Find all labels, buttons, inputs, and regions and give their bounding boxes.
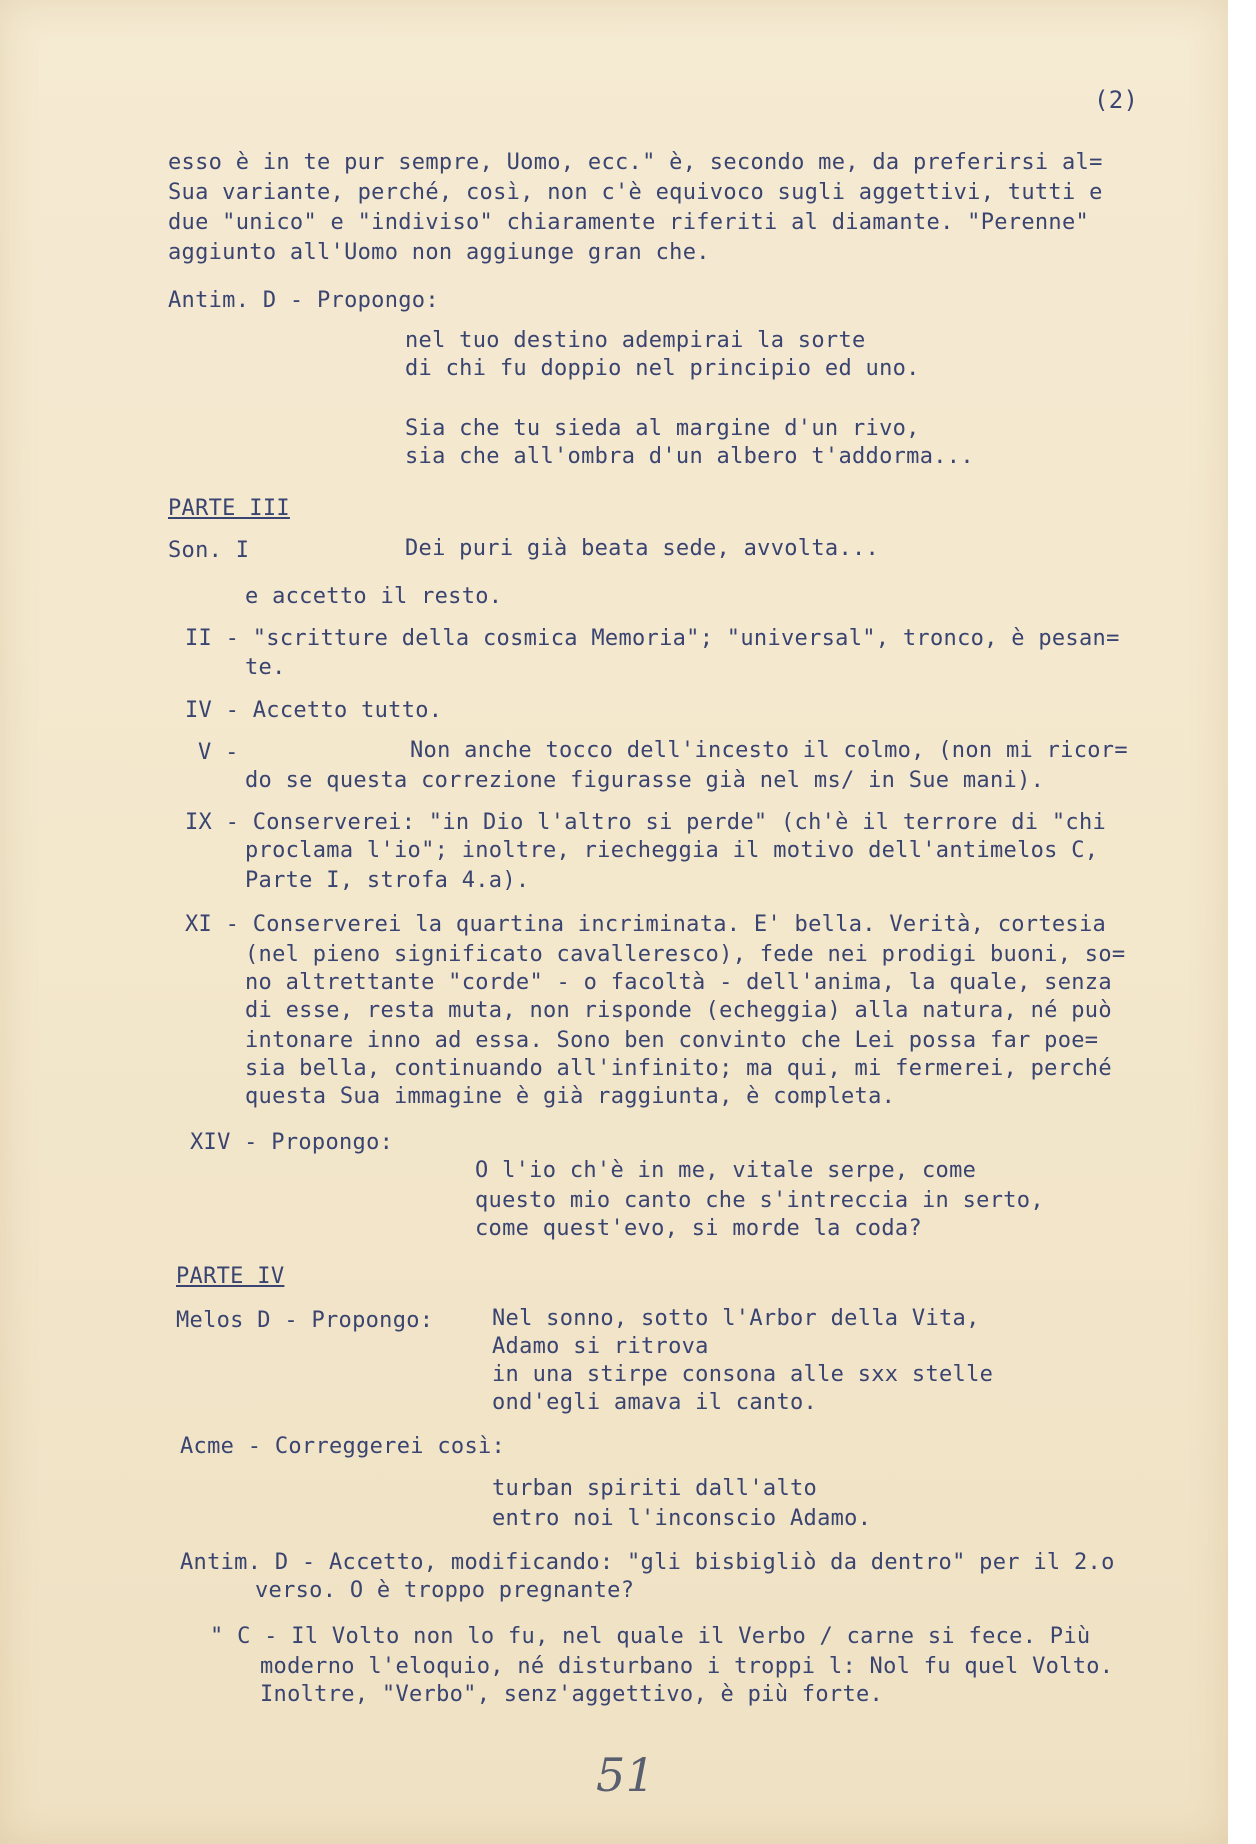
handwritten-number: 51 <box>596 1748 656 1802</box>
text-line: no altrettante "corde" - o facoltà - dell'anima, la quale, senza <box>245 970 1112 995</box>
text-line: moderno l'eloquio, né disturbano i troppi l: Nol fu quel Volto. <box>260 1654 1114 1679</box>
text-line: V - <box>198 740 239 765</box>
verse-line: O l'io ch'è in me, vitale serpe, come <box>475 1158 977 1183</box>
verse-line: ond'egli amava il canto. <box>492 1390 818 1415</box>
text-line: Non anche tocco dell'incesto il colmo, (non mi ricor= <box>410 738 1128 763</box>
section-heading: PARTE III <box>168 496 290 521</box>
verse-line: Nel sonno, sotto l'Arbor della Vita, <box>492 1306 980 1331</box>
text-line: II - "scritture della cosmica Memoria"; "universal", tronco, è pesan= <box>185 626 1120 651</box>
text-line: (nel pieno significato cavalleresco), fede nei prodigi buoni, so= <box>245 942 1126 967</box>
text-line: due "unico" e "indiviso" chiaramente riferiti al diamante. "Perenne" <box>168 210 1090 235</box>
text-line: Melos D - Propongo: <box>176 1308 434 1333</box>
page-number: (2) <box>1094 86 1139 114</box>
text-line: di esse, resta muta, non risponde (echeggia) alla natura, né può <box>245 998 1112 1023</box>
text-line: proclama l'io"; inoltre, riecheggia il motivo dell'antimelos C, <box>245 838 1099 863</box>
text-line: Sua variante, perché, così, non c'è equivoco sugli aggettivi, tutti e <box>168 180 1103 205</box>
text-line: verso. O è troppo pregnante? <box>255 1578 635 1603</box>
text-line: Son. I <box>168 538 250 563</box>
text-line: Inoltre, "Verbo", senz'aggettivo, è più forte. <box>260 1682 884 1707</box>
verse-line: di chi fu doppio nel principio ed uno. <box>405 356 920 381</box>
text-line: intonare inno ad essa. Sono ben convinto che Lei possa far poe= <box>245 1028 1099 1053</box>
verse-line: turban spiriti dall'alto <box>492 1476 818 1501</box>
verse-line: questo mio canto che s'intreccia in serto, <box>475 1188 1044 1213</box>
text-line: XIV - Propongo: <box>190 1130 394 1155</box>
text-line: esso è in te pur sempre, Uomo, ecc." è, secondo me, da preferirsi al= <box>168 150 1103 175</box>
verse-line: sia che all'ombra d'un albero t'addorma... <box>405 444 974 469</box>
text-line: Antim. D - Propongo: <box>168 288 439 313</box>
text-line: questa Sua immagine è già raggiunta, è completa. <box>245 1084 896 1109</box>
verse-line: Adamo si ritrova <box>492 1334 709 1359</box>
text-line: sia bella, continuando all'infinito; ma qui, mi fermerei, perché <box>245 1056 1112 1081</box>
text-line: IX - Conserverei: "in Dio l'altro si perde" (ch'è il terrore di "chi <box>185 810 1107 835</box>
text-line: IV - Accetto tutto. <box>185 698 443 723</box>
text-line: Parte I, strofa 4.a). <box>245 868 530 893</box>
verse-line: come quest'evo, si morde la coda? <box>475 1216 922 1241</box>
text-line: Acme - Correggerei così: <box>180 1434 506 1459</box>
section-heading: PARTE IV <box>176 1264 285 1289</box>
verse-line: Sia che tu sieda al margine d'un rivo, <box>405 416 920 441</box>
verse-line: Dei puri già beata sede, avvolta... <box>405 536 880 561</box>
text-line: " C - Il Volto non lo fu, nel quale il Verbo / carne si fece. Più <box>210 1624 1091 1649</box>
text-line: Antim. D - Accetto, modificando: "gli bisbigliò da dentro" per il 2.o <box>180 1550 1115 1575</box>
text-line: e accetto il resto. <box>245 584 503 609</box>
verse-line: nel tuo destino adempirai la sorte <box>405 328 866 353</box>
text-line: te. <box>245 655 286 680</box>
text-line: XI - Conserverei la quartina incriminata. E' bella. Verità, cortesia <box>185 912 1107 937</box>
text-line: aggiunto all'Uomo non aggiunge gran che. <box>168 240 710 265</box>
verse-line: entro noi l'inconscio Adamo. <box>492 1506 872 1531</box>
verse-line: in una stirpe consona alle sxx stelle <box>492 1362 994 1387</box>
text-line: do se questa correzione figurasse già nel ms/ in Sue mani). <box>245 768 1045 793</box>
